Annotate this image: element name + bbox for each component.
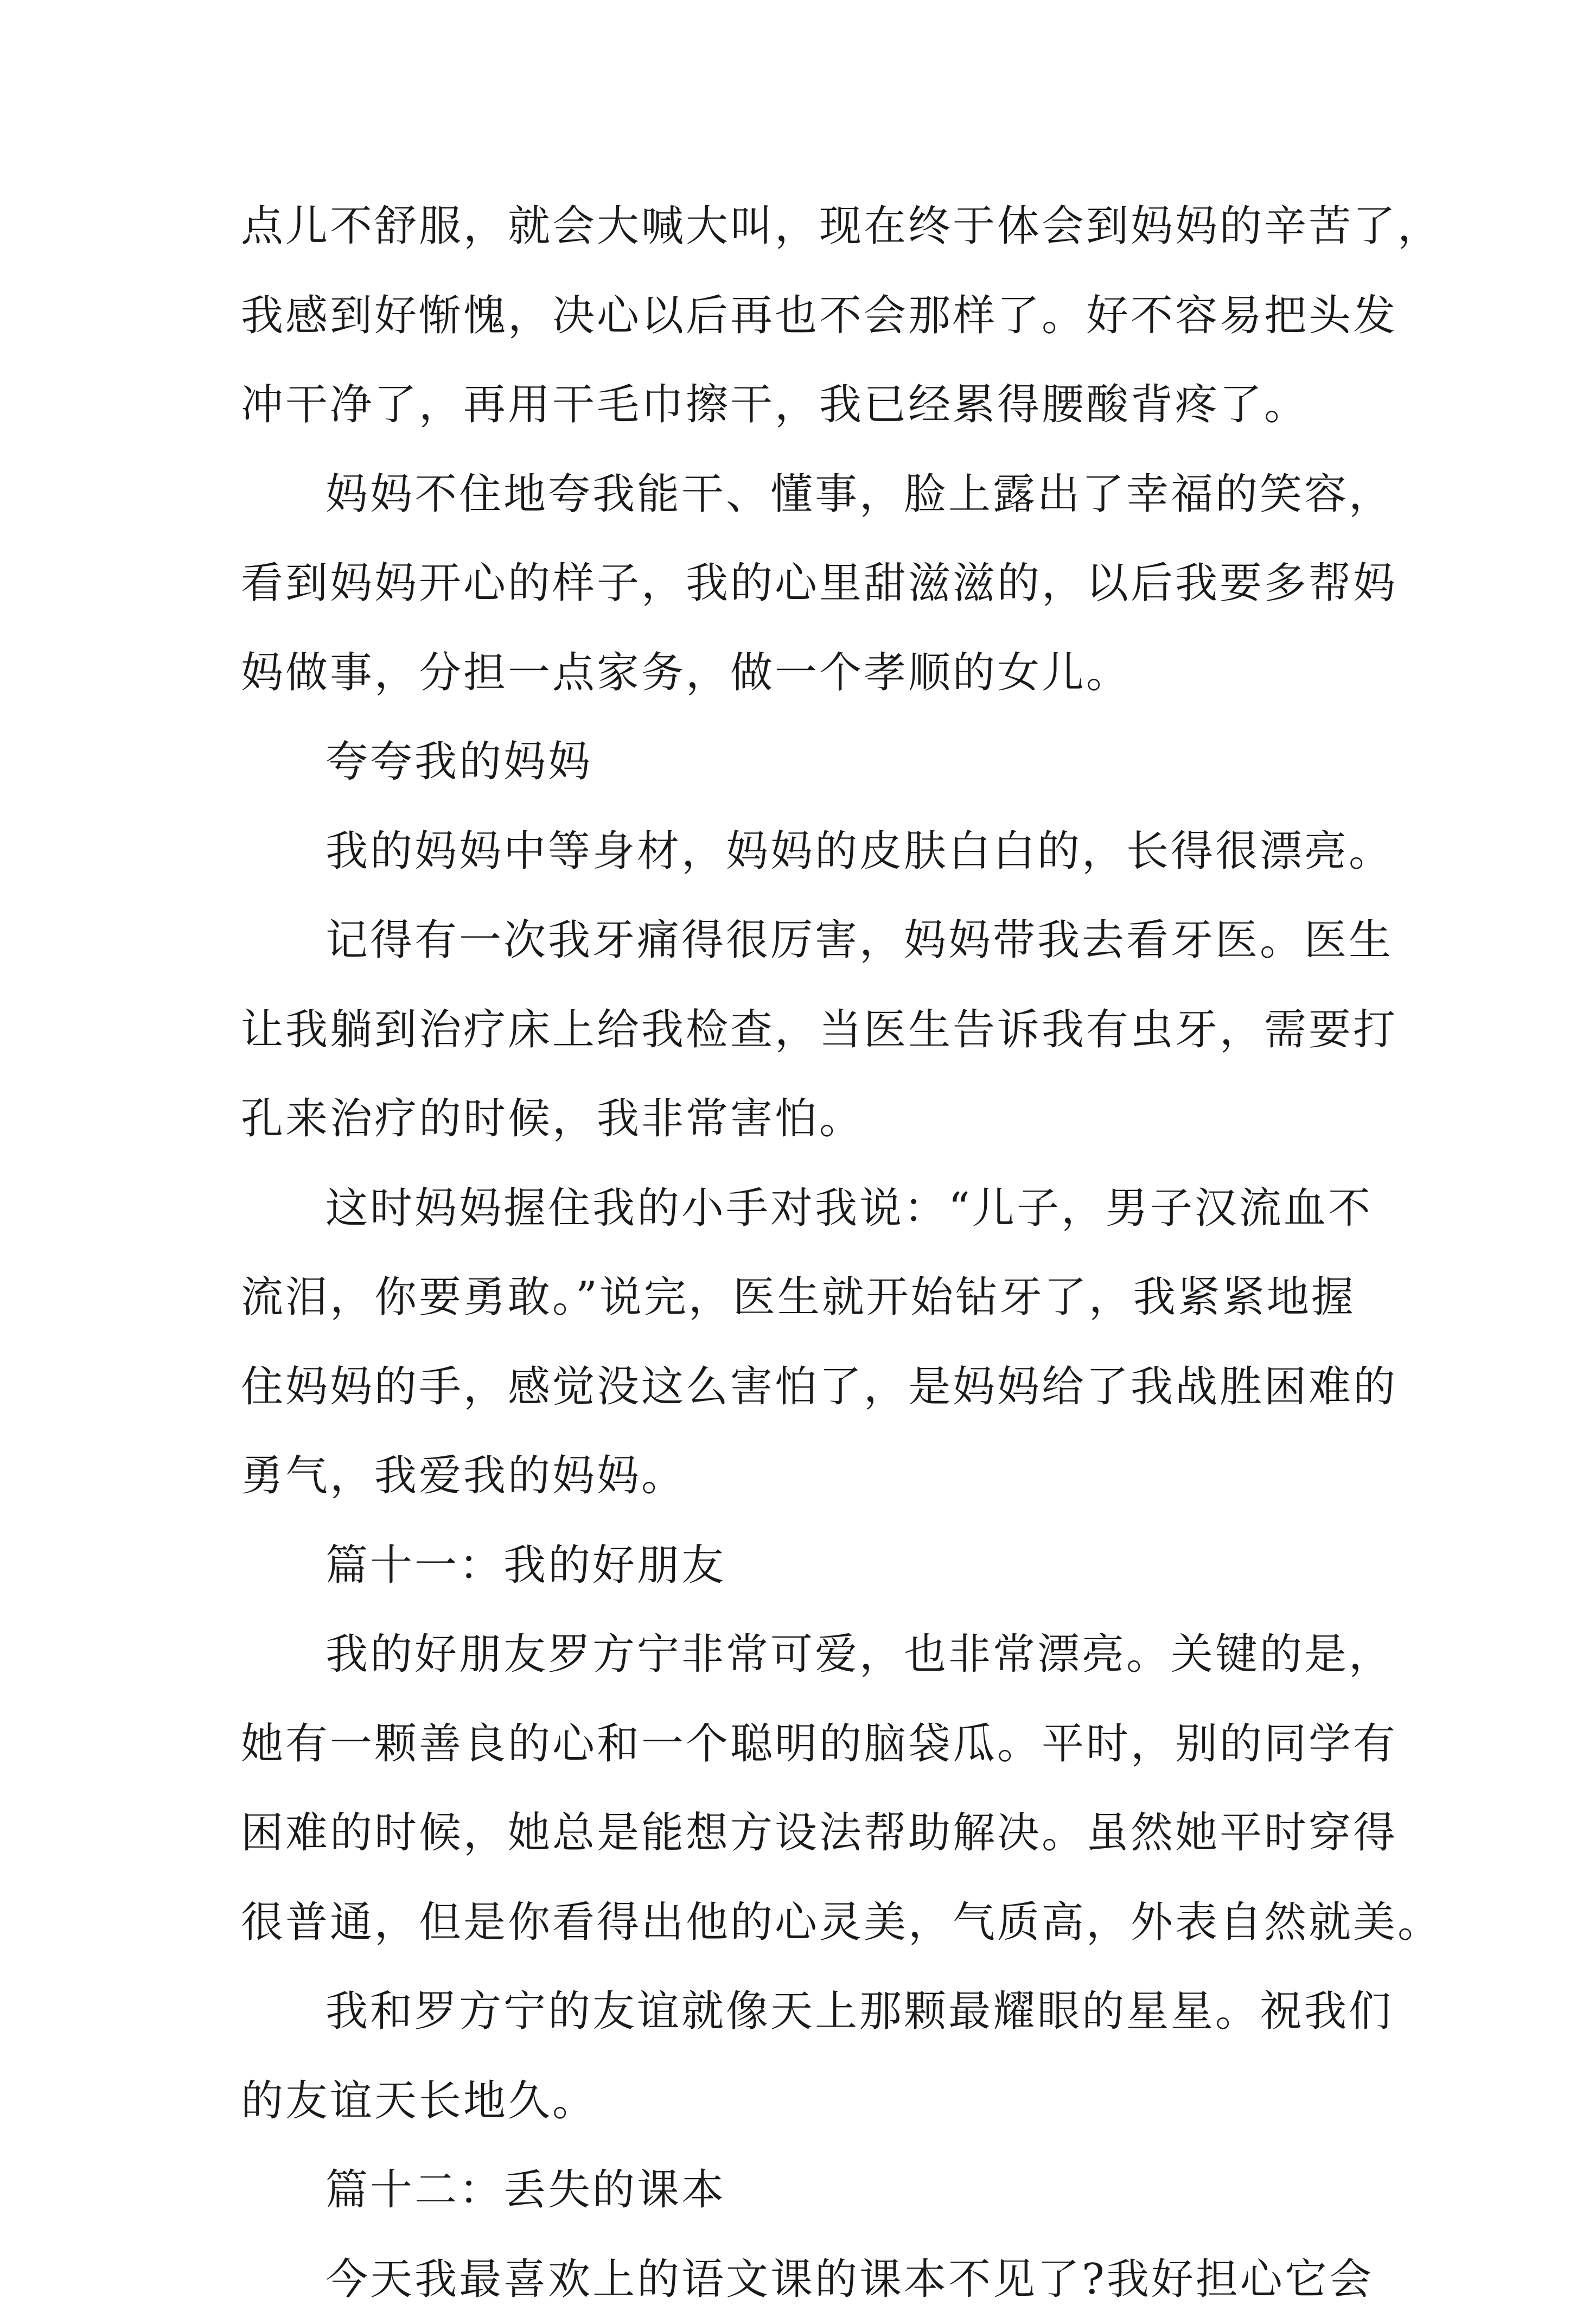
text-line: 流泪，你要勇敢。”说完，医生就开始钻牙了，我紧紧地握 bbox=[241, 1253, 1358, 1342]
document-body bbox=[241, 182, 1358, 2324]
text-line: 孔来治疗的时候，我非常害怕。 bbox=[241, 1074, 1358, 1164]
section-heading: 篇十二：丢失的课本 bbox=[241, 2145, 1358, 2235]
text-line: 很普通，但是你看得出他的心灵美，气质高，外表自然就美。 bbox=[241, 1878, 1358, 1968]
text-line: 勇气，我爱我的妈妈。 bbox=[241, 1431, 1358, 1521]
text-line: 住妈妈的手，感觉没这么害怕了，是妈妈给了我战胜困难的 bbox=[241, 1342, 1358, 1432]
text-line: 我的好朋友罗方宁非常可爱，也非常漂亮。关键的是， bbox=[241, 1610, 1358, 1699]
text-line: 点儿不舒服，就会大喊大叫，现在终于体会到妈妈的辛苦了， bbox=[241, 182, 1358, 271]
text-line: 困难的时候，她总是能想方设法帮助解决。虽然她平时穿得 bbox=[241, 1788, 1358, 1878]
text-line: 这时妈妈握住我的小手对我说：“儿子，男子汉流血不 bbox=[241, 1164, 1358, 1253]
text-line: 看到妈妈开心的样子，我的心里甜滋滋的，以后我要多帮妈 bbox=[241, 539, 1358, 628]
text-line: 妈做事，分担一点家务，做一个孝顺的女儿。 bbox=[241, 628, 1358, 718]
section-heading: 篇十一：我的好朋友 bbox=[241, 1521, 1358, 1610]
text-line: 我和罗方宁的友谊就像天上那颗最耀眼的星星。祝我们 bbox=[241, 1967, 1358, 2056]
section-heading: 夸夸我的妈妈 bbox=[241, 717, 1358, 807]
text-line: 冲干净了，再用干毛巾擦干，我已经累得腰酸背疼了。 bbox=[241, 360, 1358, 450]
text-line: 今天我最喜欢上的语文课的课本不见了?我好担心它会 bbox=[241, 2235, 1358, 2324]
text-line: 的友谊天长地久。 bbox=[241, 2056, 1358, 2146]
text-line: 妈妈不住地夸我能干、懂事，脸上露出了幸福的笑容， bbox=[241, 450, 1358, 539]
text-line: 我的妈妈中等身材，妈妈的皮肤白白的，长得很漂亮。 bbox=[241, 807, 1358, 896]
text-line: 记得有一次我牙痛得很厉害，妈妈带我去看牙医。医生 bbox=[241, 896, 1358, 985]
text-line: 她有一颗善良的心和一个聪明的脑袋瓜。平时，别的同学有 bbox=[241, 1699, 1358, 1789]
text-line: 让我躺到治疗床上给我检查，当医生告诉我有虫牙，需要打 bbox=[241, 985, 1358, 1075]
text-line: 我感到好惭愧，决心以后再也不会那样了。好不容易把头发 bbox=[241, 271, 1358, 361]
